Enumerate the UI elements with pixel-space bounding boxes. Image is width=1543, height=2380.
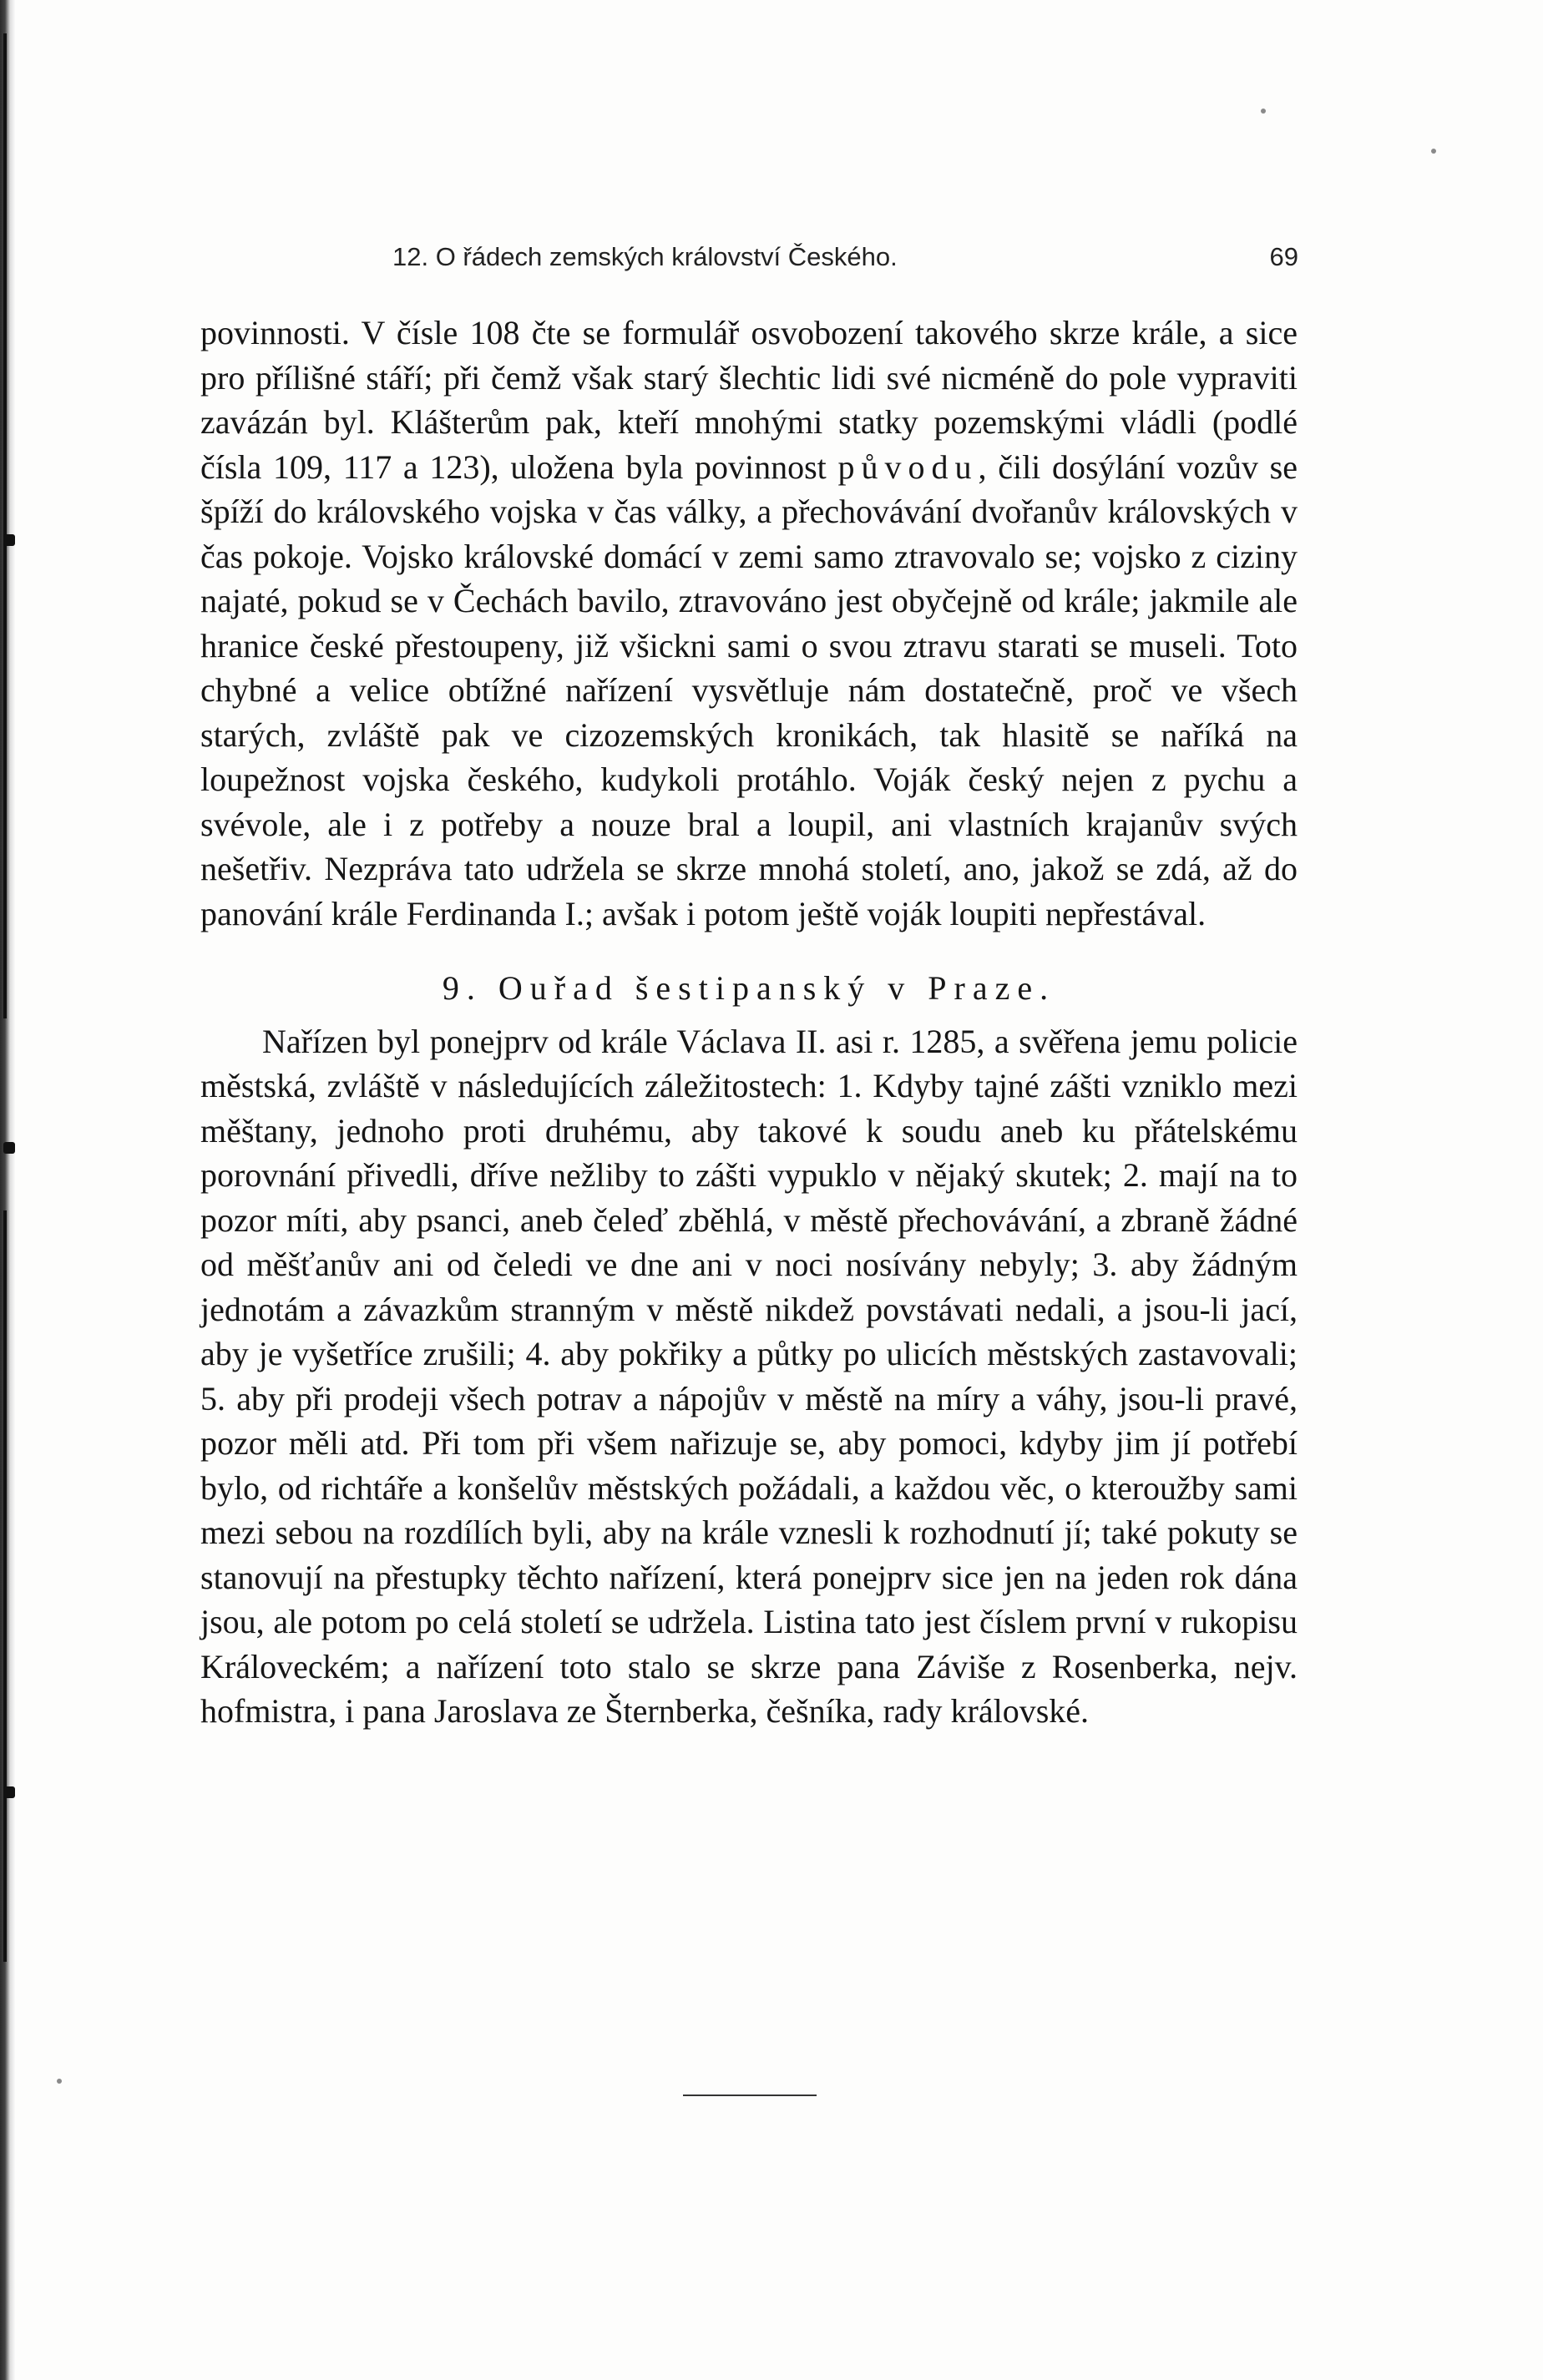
closing-rule: [683, 2095, 817, 2096]
binding-line: [3, 33, 7, 1018]
scan-edge: [0, 0, 15, 2380]
binding-mark: [3, 1786, 15, 1798]
paper-speck: [1261, 109, 1266, 114]
running-title: 12. O řádech zemských království Českého.: [392, 242, 898, 271]
binding-mark: [3, 534, 15, 546]
body-text: [200, 311, 1298, 1734]
running-header: [213, 242, 1298, 282]
binding-line: [3, 1210, 7, 1962]
paragraph-1-end: , čili dosýlání vozův se špíží do královského vojska v čas války, a přechovávání dvořanův královských v čas pokoje. Vojsko královské domácí v zemi samo ztravovalo se; vojsko z ciziny najaté, pokud se v Čechách bavilo, ztravováno jest obyčejně od krále; jakmile ale hranice české přestoupeny, již všickni sami o svou ztravu starati se museli. Toto chybné a velice obtížné nařízení vysvětluje nám dostatečně, proč ve všech starých, zvláště pak ve cizozemských kronikách, tak hlasitě se naříká na loupežnost vojska českého, kudykoli protáhlo. Voják český nejen z pychu a svévole, ale i z potřeby a nouze bral a loupil, ani vlastních krajanův svých nešetřiv. Nezpráva tato udržela se skrze mnohá století, ano, jakož se zdá, až do panování krále Ferdinanda I.; avšak i potom ještě voják loupiti nepřestával.: [200, 447, 1298, 932]
binding-mark: [3, 1142, 15, 1154]
paragraph-1: [200, 311, 1298, 936]
paragraph-1-start: povinnosti. V čísle 108 čte se formulář osvobození takového skrze krále, a sice pro přílišné stáří; při čemž však starý šlechtic lidi své nicméně do pole vypraviti zavázán byl. Klášterům pak, kteří mnohými statky pozemskými vládli (podlé čísla 109, 117 a 123), uložena byla povinnost: [200, 314, 1298, 486]
section-heading: 9. Ouřad šestipanský v Praze.: [442, 969, 1056, 1007]
paper-speck: [57, 2079, 62, 2084]
paper-speck: [1431, 149, 1436, 154]
spaced-term: původu: [837, 447, 979, 486]
paragraph-2: Nařízen byl ponejprv od krále Václava II. asi r. 1285, a svěřena jemu policie městská, zvláště v následujících záležitostech: 1. Kdyby tajné zášti vzniklo mezi měštany, jednoho proti druhému, aby takové k soudu aneb ku přátelskému porovnání přivedli, dříve nežliby to zášti vypuklo v nějaký skutek; 2. mají na to pozor míti, aby psanci, aneb čeleď zběhlá, v městě přechovávání, a zbraně žádné od měšťanův ani od čeledi ve dne ani v noci nosívány nebyly; 3. aby žádným jednotám a závazkům stranným v městě nikdež povstávati nedali, a jsou-li jací, aby je vyšetříce zrušili; 4. aby pokřiky a půtky po ulicích městských zastavovali; 5. aby při prodeji všech potrav a nápojův v městě na míry a váhy, jsou-li pravé, pozor měli atd. Při tom při všem nařizuje se, aby pomoci, kdyby jim jí potřebí bylo, od richtáře a konšelův městských požádali, a každou věc, o kteroužby sami mezi sebou na rozdílích byli, aby na krále vznesli k rozhodnutí jí; také pokuty se stanovují na přestupky těchto nařízení, která ponejprv sice jen na jeden rok dána jsou, ale potom po celá století se udržela. Listina tato jest číslem první v rukopisu Královeckém; a nařízení toto stalo se skrze pana Záviše z Rosenberka, nejv. hofmistra, i pana Jaroslava ze Šternberka, češníka, rady královské.: [200, 1022, 1298, 1730]
page-number: 69: [1269, 242, 1298, 271]
